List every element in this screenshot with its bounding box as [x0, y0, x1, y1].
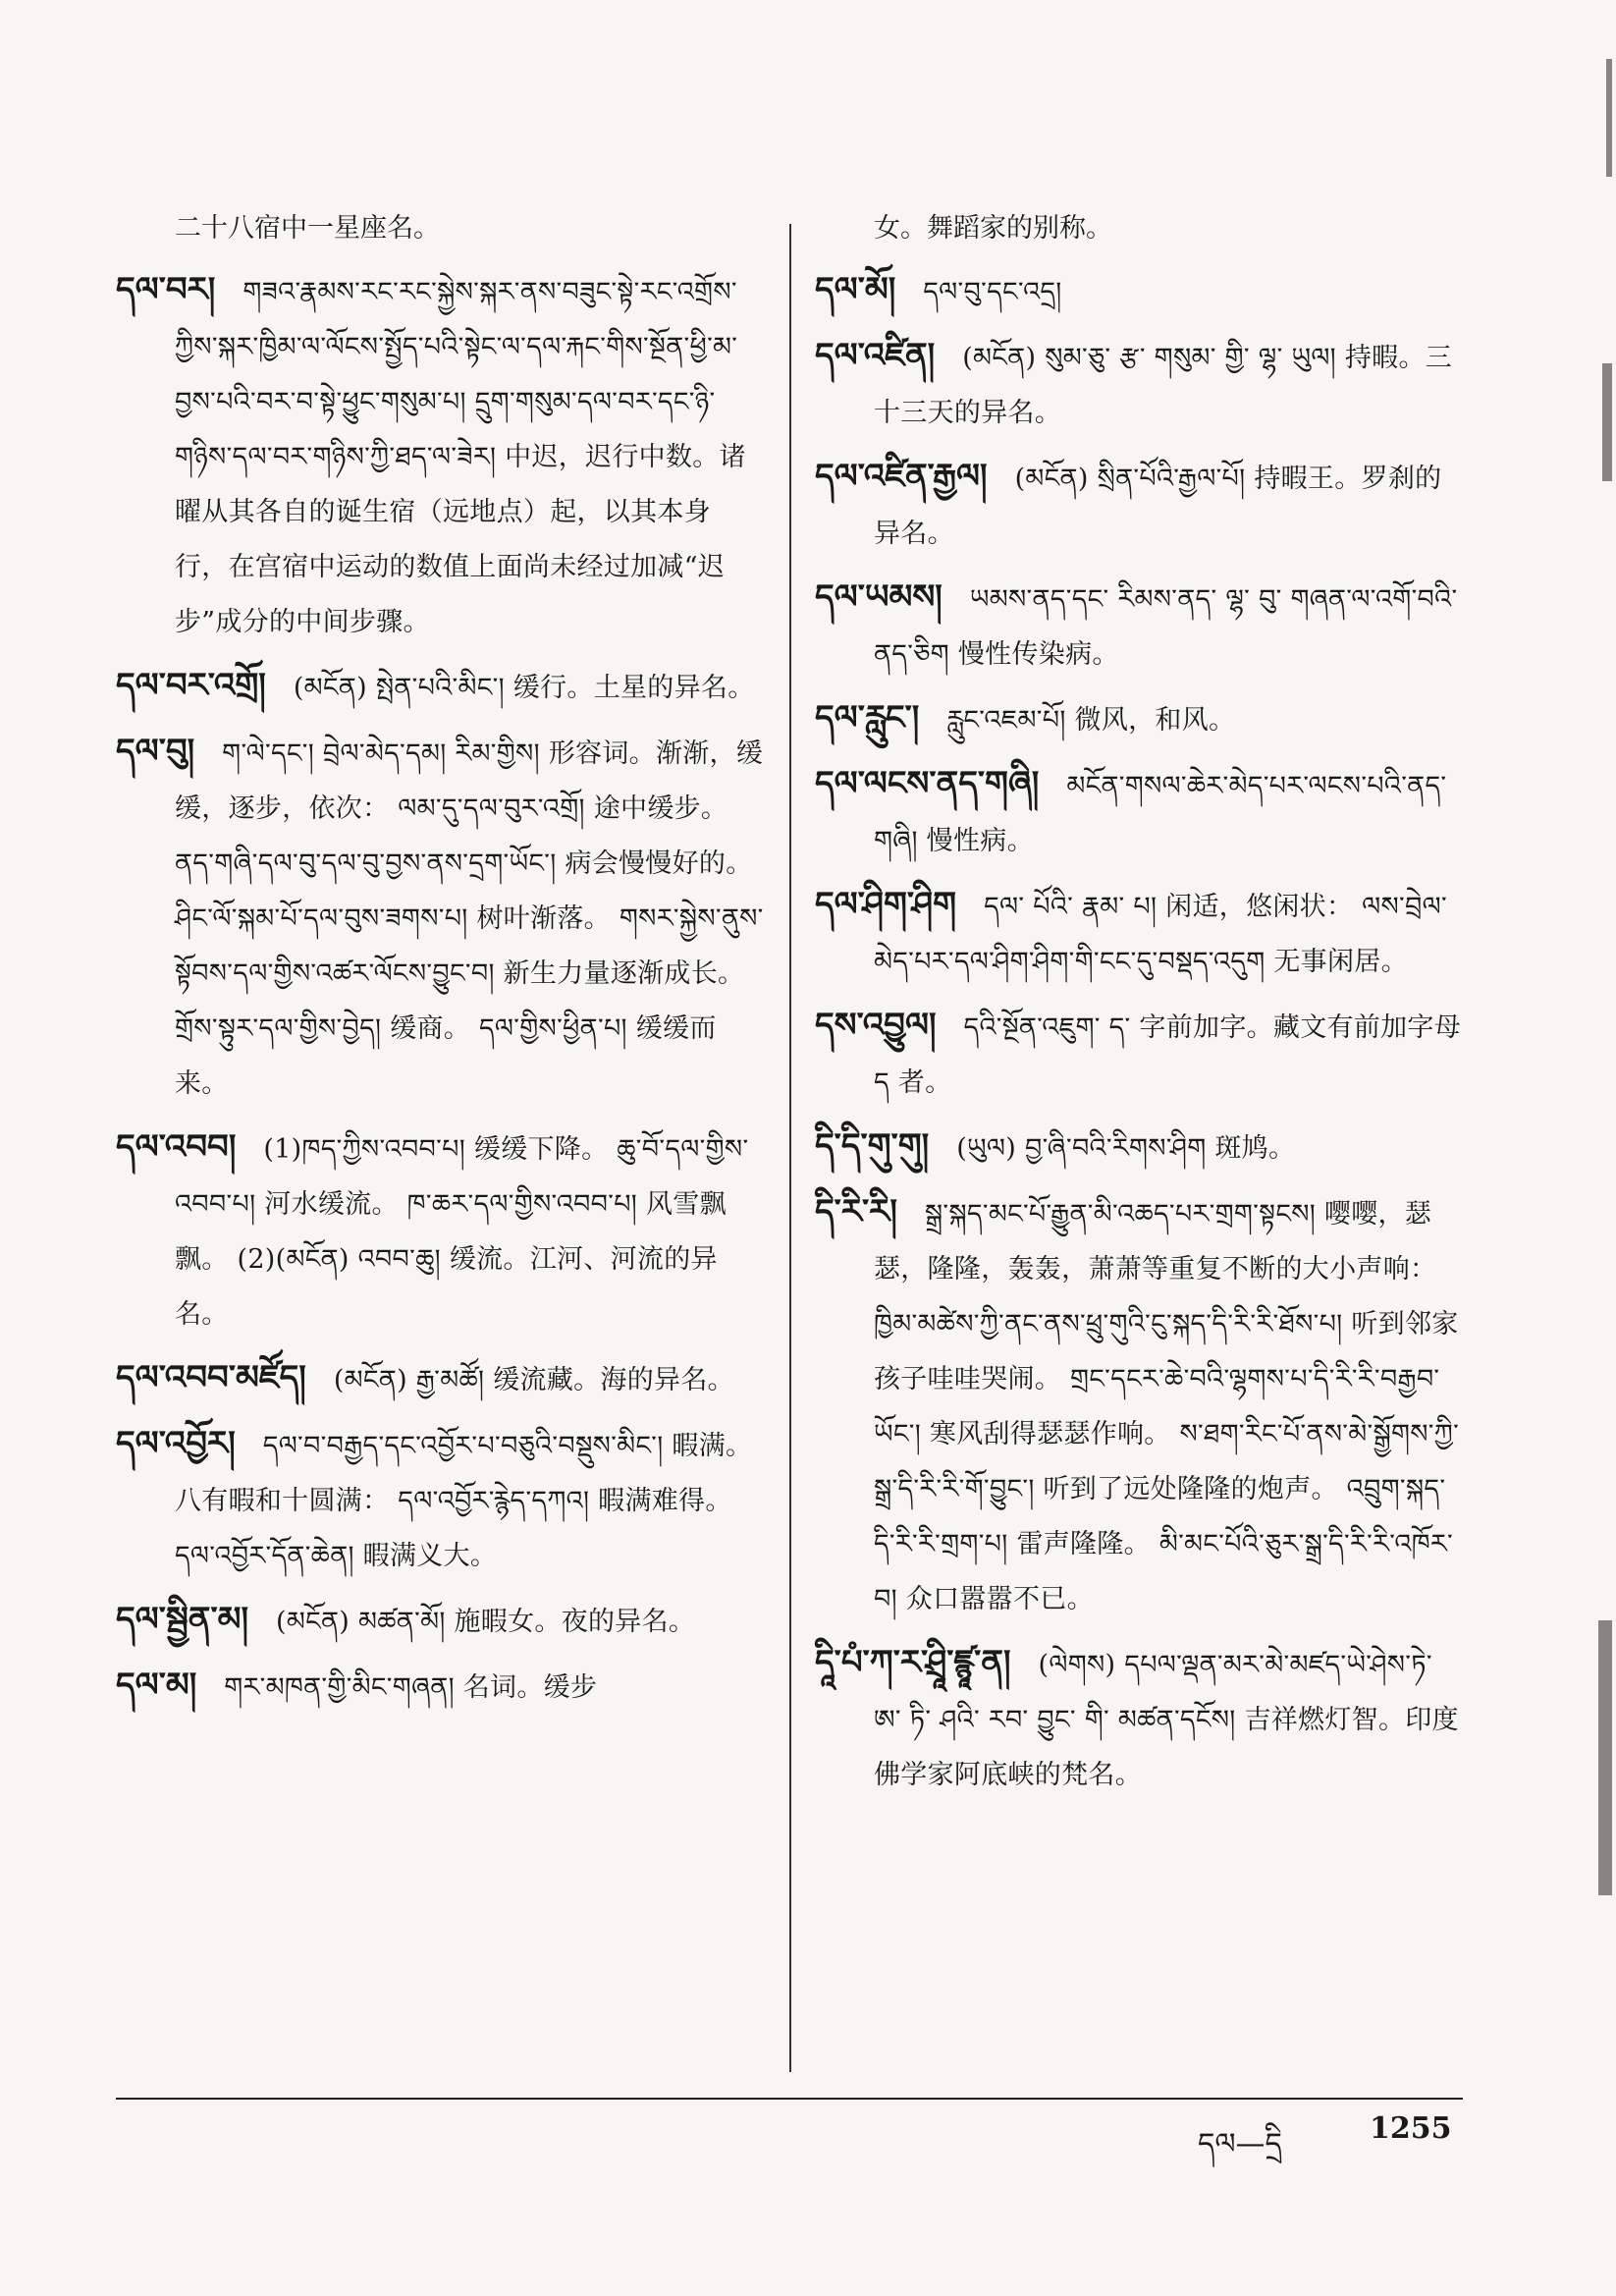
dictionary-entry	[116, 1592, 764, 1650]
running-head: དལ—དྲི	[1198, 2127, 1282, 2161]
footer-rule	[116, 2098, 1463, 2100]
definition: ག་ལེ་དང་། བྲེལ་མེད་དམ། རིམ་གྱིས། 形容词。渐渐，缓缓，逐步，依次： ལམ་དུ་དལ་བུར་འགྲོ། 途中缓步。 ནད་གཞི་དལ་བུ་དལ་བུ་བྱས་ནས་དྲག་ཡོང་། 病会慢慢好的。 ཤིང་ལོ་སྐམ་པོ་དལ་བུས་ཟགས་པ། 树叶渐落。 གསར་སྐྱེས་ནུས་སྟོབས་དལ་གྱིས་འཚར་ལོངས་བྱུང་བ། 新生力量逐渐成长。 གྲོས་སྟུར་དལ་གྱིས་བྱེད། 缓商。 དལ་གྱིས་ཕྱིན་པ། 缓缓而来。	[175, 738, 764, 1099]
headword: དལ་འབྱོར།	[116, 1424, 236, 1463]
definition: དལ་ པོའི་ རྣམ་ པ། 闲适，悠闲状： ལས་བྲེལ་མེད་པར་དལ་ཤིག་ཤིག་གི་ངང་དུ་བསྡད་འདུག 无事闲居。	[874, 892, 1447, 977]
definition: ཡམས་ནད་དང་ རིམས་ནད་ ལྷ་ བུ་ གཞན་ལ་འགོ་བའི་ནད་ཅིག 慢性传染病。	[874, 584, 1458, 670]
headword: དལ་ལངས་ནད་གཞི།	[815, 764, 1040, 803]
headword: དལ་ཤིག་ཤིག	[815, 885, 957, 924]
headword: དལ་འབབ།	[116, 1127, 237, 1167]
scan-edge-mark	[1602, 363, 1612, 481]
definition: རླུང་འཇམ་པོ། 微风，和风。	[946, 705, 1236, 736]
headword: དལ་འབབ་མཛོད།	[116, 1358, 306, 1397]
dictionary-entry	[116, 1416, 764, 1584]
dictionary-entry	[815, 998, 1463, 1111]
headword: དལ་བུ།	[116, 732, 195, 771]
dictionary-entry	[815, 877, 1463, 990]
dictionary-entry	[815, 262, 1463, 320]
headword: དལ་འཛིན།	[815, 336, 936, 375]
definition: (མངོན) སྲིན་པོའི་རྒྱལ་པོ། 持暇王。罗刹的异名。	[874, 464, 1442, 549]
headword: དལ་མོ།	[815, 270, 896, 309]
right-column	[815, 201, 1463, 1811]
dictionary-entry	[815, 756, 1463, 869]
dictionary-entry	[116, 1658, 764, 1716]
headword: དི་རི་རི།	[815, 1192, 897, 1231]
definition: དལ་བ་བརྒྱད་དང་འབྱོར་པ་བཅུའི་བསྡུས་མིང་། 暇满。八有暇和十圆满： དལ་འབྱོར་རྙེད་དཀའ། 暇满难得。 དལ་འབྱོར་དོན་ཆེན། 暇满义大。	[175, 1431, 753, 1571]
definition: (མངོན) མཚན་མོ། 施暇女。夜的异名。	[276, 1607, 696, 1637]
scan-edge-mark	[1598, 1620, 1612, 1895]
headword: དཱི་པཾ་ཀ་ར་ཤྲཱི་ཛྙཱ་ན།	[815, 1643, 1011, 1682]
headword: དལ་མ།	[116, 1666, 197, 1705]
dictionary-entry	[116, 1120, 764, 1342]
dictionary-entry	[815, 1635, 1463, 1803]
definition: གཟའ་རྣམས་རང་རང་སྐྱེས་སྐར་ནས་བཟུང་སྟེ་རང་འགྲོས་ཀྱིས་སྐར་ཁྱིམ་ལ་ལོངས་སྤྱོད་པའི་སྟེང་ལ་དལ་རྐང་གིས་སྔོན་ཕྱི་མ་བྱས་པའི་བར་བ་སྟེ་ཕྱུང་གསུམ་པ། དྲུག་གསུམ་དལ་བར་དང་ཉི་གཉིས་དལ་བར་གཉིས་ཀྱི་ཐད་ལ་ཟེར། 中迟，迟行中数。诸曜从其各自的诞生宿（远地点）起，以其本身行，在宫宿中运动的数值上面尚未经过加减“迟步”成分的中间步骤。	[175, 277, 746, 637]
definition: དའི་སྔོན་འཇུག་ ད་ 字前加字。藏文有前加字母 ད 者。	[874, 1012, 1462, 1098]
definition: དལ་བུ་དང་འདྲ།	[923, 277, 1062, 307]
dictionary-entry	[815, 1119, 1463, 1176]
dictionary-entry	[815, 690, 1463, 748]
dictionary-entry	[815, 449, 1463, 562]
definition: (མངོན) སྤེན་པའི་མིང་། 缓行。土星的异名。	[293, 673, 755, 703]
definition: (ལེགས) དཔལ་ལྡན་མར་མེ་མཛད་ཡེ་ཤེས་ཏེ་ ཨ་ ཏི་ ཤའི་ རབ་ བྱུང་ གི་ མཚན་དངོས། 吉祥燃灯智。印度佛学家阿底峡的梵名。	[874, 1650, 1459, 1790]
headword: དལ་རླུང་།	[815, 698, 920, 738]
continuation-text: 二十八宿中一星座名。	[175, 213, 440, 244]
page-number: 1255	[1370, 2111, 1452, 2146]
column-divider	[789, 224, 791, 2072]
headword: དས་འབྱུལ།	[815, 1006, 937, 1045]
headword: དལ་འཛིན་རྒྱལ།	[815, 457, 988, 496]
definition: (1)ཁད་ཀྱིས་འབབ་པ། 缓缓下降。 ཆུ་བོ་དལ་གྱིས་འབབ་པ། 河水缓流。 ཁ་ཆར་དལ་གྱིས་འབབ་པ། 风雪飘飘。 (2)(མངོན) འབབ་ཆུ། 缓流。江河、河流的异名。	[175, 1134, 749, 1330]
dictionary-entry	[116, 1350, 764, 1408]
definition: གར་མཁན་གྱི་མིང་གཞན། 名词。缓步	[224, 1672, 598, 1703]
continuation-text: 女。舞蹈家的别称。	[874, 213, 1112, 244]
dictionary-entry	[815, 570, 1463, 683]
headword: དི་དི་གུ་གུ།	[815, 1126, 930, 1166]
definition: (མངོན) རྒྱ་མཚོ། 缓流藏。海的异名。	[333, 1365, 734, 1395]
headword: དལ་སྦྱིན་མ།	[116, 1600, 249, 1639]
definition: མངོན་གསལ་ཆེར་མེད་པར་ལངས་པའི་ནད་གཞི། 慢性病。	[874, 771, 1447, 856]
definition: (མངོན) སུམ་ཅུ་ རྩ་ གསུམ་ གྱི་ ལྷ་ ཡུལ། 持暇。三十三天的异名。	[874, 343, 1453, 428]
definition: སྒྲ་སྐད་མང་པོ་རྒྱུན་མི་འཆད་པར་གྲག་སྟངས། 嘤嘤，瑟瑟，隆隆，轰轰，萧萧等重复不断的大小声响： ཁྱིམ་མཚེས་ཀྱི་ནང་ནས་ཕྲུ་གུའི་ངུ་སྐད་དི་རི་རི་ཐོས་པ། 听到邻家孩子哇哇哭闹。 གྲང་དངར་ཆེ་བའི་ལྷགས་པ་དི་རི་རི་བརྒྱབ་ཡོང་། 寒风刮得瑟瑟作响。 ས་ཐག་རིང་པོ་ནས་མེ་སྒྱོགས་ཀྱི་སྒྲ་དི་རི་རི་གོ་བྱུང་། 听到了远处隆隆的炮声。 འབྲུག་སྐད་དི་རི་རི་གྲག་པ། 雷声隆隆。 མི་མང་པོའི་ཅུར་སྒྲ་དི་རི་རི་འཁོར་བ། 众口嚣嚣不已。	[874, 1199, 1460, 1614]
dictionary-entry	[116, 262, 764, 650]
dictionary-entry	[815, 328, 1463, 441]
dictionary-entry	[815, 1184, 1463, 1627]
definition: (ཡུལ) བྱ་ཞི་བའི་རིགས་ཤིག 斑鸠。	[956, 1133, 1296, 1164]
left-column	[116, 201, 764, 1723]
headword: དལ་ཡམས།	[815, 577, 943, 617]
headword: དལ་བར།	[116, 270, 216, 309]
dictionary-entry	[116, 724, 764, 1112]
headword: དལ་བར་འགྲོ།	[116, 666, 266, 705]
scan-edge-mark	[1606, 59, 1612, 177]
dictionary-entry	[116, 658, 764, 716]
